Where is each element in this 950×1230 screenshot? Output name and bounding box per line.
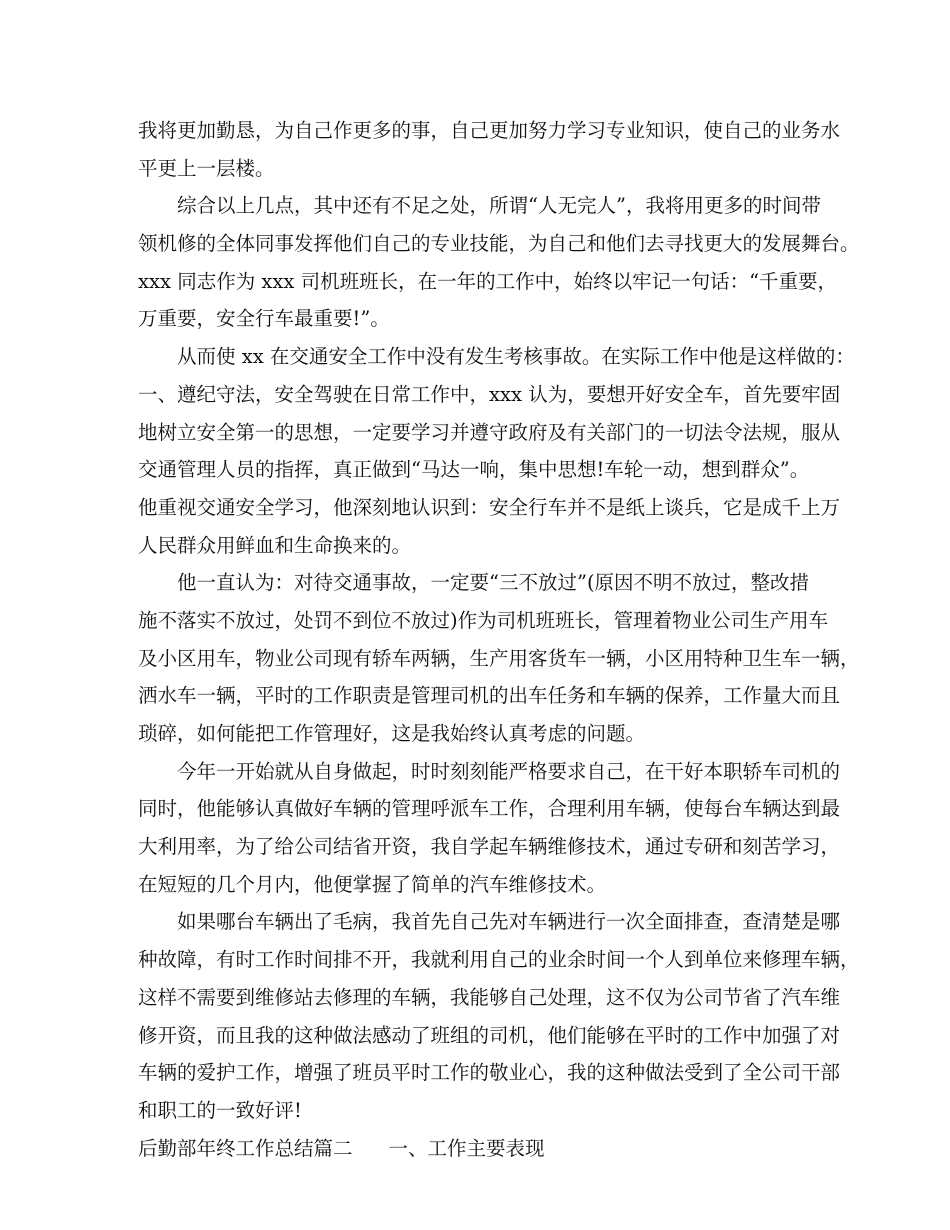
text-line: 琐碎，如何能把工作管理好，这是我始终认真考虑的问题。 — [138, 722, 646, 745]
paragraph-start-line: 从而使 xx 在交通安全工作中没有发生考核事故。在实际工作中他是这样做的： — [177, 345, 855, 369]
text-line: 领机修的全体同事发挥他们自己的专业技能，为自己和他们去寻找更大的发展舞台。 — [138, 232, 860, 256]
text-line: 一、遵纪守法，安全驾驶在日常工作中，xxx 认为，要想开好安全车，首先要牢固 — [138, 382, 841, 406]
paragraph-start-line: 他一直认为：对待交通事故，一定要“三不放过”(原因不明不放过，整改措 — [177, 571, 810, 595]
text-line: 大利用率，为了给公司结省开资，我自学起车辆维修技术，通过专研和刻苦学习， — [138, 835, 841, 859]
text-line: 地树立安全第一的思想，一定要学习并遵守政府及有关部门的一切法令法规，服从 — [138, 420, 841, 444]
text-line: 我将更加勤恳，为自己作更多的事，自己更加努力学习专业知识，使自己的业务水 — [138, 119, 841, 142]
section-heading-line — [138, 1130, 838, 1168]
text-line: 这样不需要到维修站去修理的车辆，我能够自己处理，这不仅为公司节省了汽车维 — [138, 985, 841, 1009]
text-line: 及小区用车，物业公司现有轿车两辆，生产用客货车一辆，小区用特种卫生车一辆， — [138, 646, 860, 670]
text-line: 和职工的一致好评! — [138, 1098, 302, 1122]
document-body — [138, 112, 860, 1167]
text-line: 人民群众用鲜血和生命换来的。 — [138, 533, 412, 557]
text-line: 在短短的几个月内，他便掌握了简单的汽车维修技术。 — [138, 872, 607, 896]
text-line: 洒水车一辆，平时的工作职责是管理司机的出车任务和车辆的保养，工作量大而且 — [138, 684, 841, 708]
text-line: 万重要，安全行车最重要!”。 — [138, 307, 390, 331]
text-line: xxx 同志作为 xxx 司机班班长，在一年的工作中，始终以牢记一句话：“千重要， — [138, 269, 838, 293]
paragraph-start-line: 如果哪台车辆出了毛病，我首先自己先对车辆进行一次全面排查，查清楚是哪 — [177, 910, 841, 934]
text-line: 修开资，而且我的这种做法感动了班组的司机，他们能够在平时的工作中加强了对 — [138, 1023, 841, 1047]
section-subheading: 一、工作主要表现 — [388, 1136, 545, 1160]
paragraph-start-line: 今年一开始就从自身做起，时时刻刻能严格要求自己，在干好本职轿车司机的 — [177, 759, 841, 783]
text-line: 平更上一层楼。 — [138, 156, 275, 180]
text-line: 他重视交通安全学习，他深刻地认识到：安全行车并不是纸上谈兵，它是成千上万 — [138, 495, 841, 519]
text-line: 车辆的爱护工作，增强了班员平时工作的敬业心，我的这种做法受到了全公司干部 — [138, 1061, 841, 1085]
text-line: 交通管理人员的指挥，真正做到“马达一响，集中思想!车轮一动，想到群众”。 — [138, 458, 810, 482]
paragraph-start-line: 综合以上几点，其中还有不足之处，所谓“人无完人”，我将用更多的时间带 — [177, 194, 821, 218]
text-line: 施不落实不放过，处罚不到位不放过)作为司机班班长，管理着物业公司生产用车 — [138, 608, 829, 632]
text-line: 种故障，有时工作时间排不开，我就利用自己的业余时间一个人到单位来修理车辆， — [138, 948, 860, 972]
section-title: 后勤部年终工作总结篇二 — [138, 1136, 353, 1160]
text-line: 同时，他能够认真做好车辆的管理呼派车工作，合理利用车辆，使每台车辆达到最 — [138, 797, 841, 821]
